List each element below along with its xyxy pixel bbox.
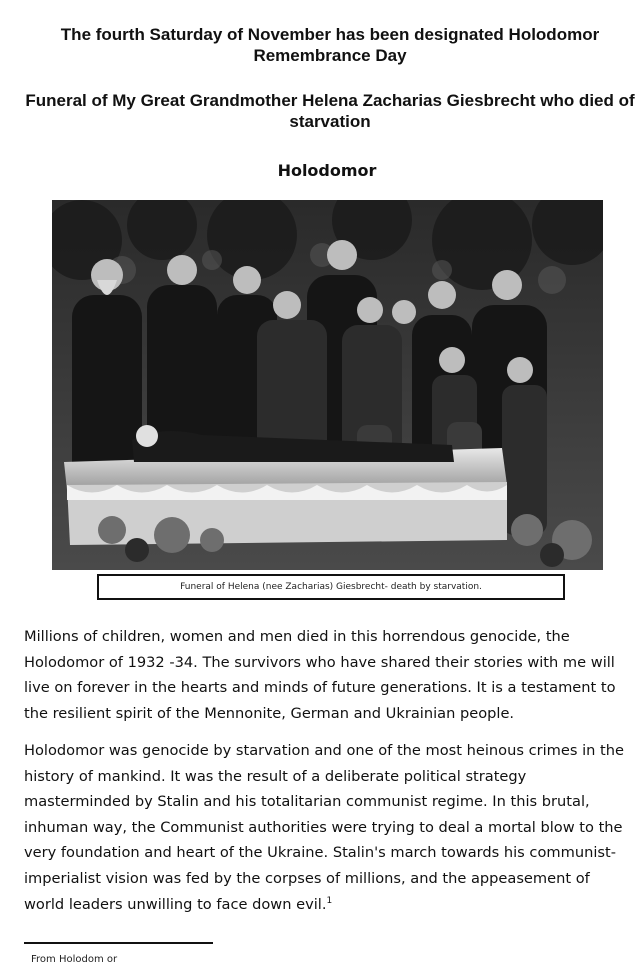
photo-caption-box [97, 574, 565, 600]
photo-caption: Funeral of Helena (nee Zacharias) Giesbrecht- death by starvation. [180, 582, 482, 592]
funeral-photo [52, 200, 603, 570]
funeral-photo-illustration [52, 200, 603, 570]
body-paragraph-text: Holodomor was genocide by starvation and one of the most heinous crimes in the history of mankind. It was the result of a deliberate political strategy masterminded by Stalin and his totalitarian communist regime. In this brutal, inhuman way, the Communist authorities were trying to deal a mortal blow to the very foundation and heart of the Ukraine. Stalin's march towards his communist-imperialist vision was fed by the corpses of millions, and the appeasement of world leaders unwilling to face down evil. [24, 742, 624, 913]
footnote: From Holodom or [31, 954, 118, 965]
body-paragraph-text: Millions of children, women and men died in this horrendous genocide, the Holodomor of 1932 -34. The survivors who have shared their stories with me will live on forever in the hearts and minds of future generations. It is a testament to the resilient spirit of the Mennonite, German and Ukrainian people. [24, 628, 616, 722]
body-paragraph [24, 624, 634, 726]
section-heading: Funeral of My Great Grandmother Helena Zacharias Giesbrecht who died of starvation [25, 91, 635, 131]
subtitle: Holodomor [277, 161, 377, 180]
page-heading: The fourth Saturday of November has been designated Holodomor Remembrance Day [60, 25, 600, 65]
footnote-divider [24, 942, 213, 944]
body-paragraph [24, 738, 634, 917]
footnote-marker: 1 [326, 895, 333, 906]
